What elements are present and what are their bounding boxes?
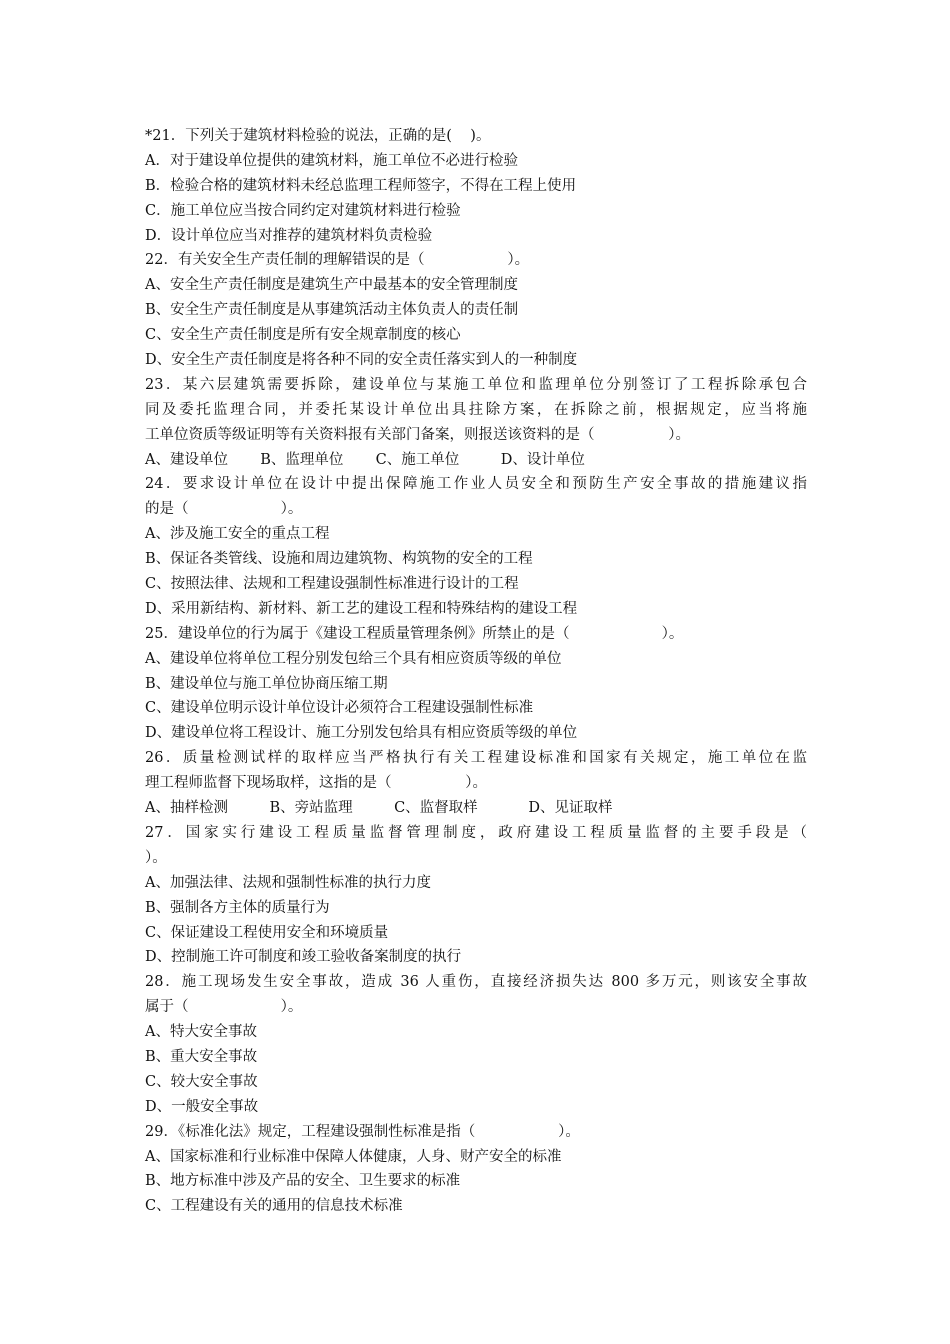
- text-line: B．检验合格的建筑材料未经总监理工程师签字，不得在工程上使用: [145, 177, 577, 194]
- text-line: 26．质量检测试样的取样应当严格执行有关工程建设标准和国家有关规定，施工单位在监: [145, 750, 807, 767]
- text-line: A、涉及施工安全的重点工程: [145, 526, 330, 543]
- text-line: D、安全生产责任制度是将各种不同的安全责任落实到人的一种制度: [145, 352, 578, 369]
- text-line: 27．国家实行建设工程质量监督管理制度，政府建设工程质量监督的主要手段是（: [145, 824, 807, 841]
- text-line: D、控制施工许可制度和竣工验收备案制度的执行: [145, 949, 462, 966]
- question-text-block: [145, 124, 807, 1219]
- text-line: 28．施工现场发生安全事故，造成 36 人重伤，直接经济损失达 800 多万元，则该安全事故: [145, 974, 807, 991]
- text-line: D、采用新结构、新材料、新工艺的建设工程和特殊结构的建设工程: [145, 600, 578, 617]
- text-line: C、建设单位明示设计单位设计必须符合工程建设强制性标准: [145, 700, 534, 717]
- text-line: B、保证各类管线、设施和周边建筑物、构筑物的安全的工程: [145, 551, 533, 568]
- text-line: B、建设单位与施工单位协商压缩工期: [145, 675, 388, 692]
- text-line: A、建设单位 B、监理单位 C、施工单位 D、设计单位: [145, 451, 585, 468]
- text-line: 理工程师监督下现场取样，这指的是（ ）。: [145, 775, 487, 792]
- text-line: B、重大安全事故: [145, 1048, 258, 1065]
- text-line: A、加强法律、法规和强制性标准的执行力度: [145, 874, 431, 891]
- text-line: D、一般安全事故: [145, 1098, 259, 1115]
- text-line: A．对于建设单位提供的建筑材料，施工单位不必进行检验: [145, 152, 518, 169]
- text-line: B、安全生产责任制度是从事建筑活动主体负责人的责任制: [145, 302, 519, 319]
- text-line: C．施工单位应当按合同约定对建筑材料进行检验: [145, 202, 461, 219]
- text-line: 24．要求设计单位在设计中提出保障施工作业人员安全和预防生产安全事故的措施建议指: [145, 476, 807, 493]
- text-line: A、抽样检测 B、旁站监理 C、监督取样 D、见证取样: [145, 800, 613, 817]
- text-line: A、国家标准和行业标准中保障人体健康，人身、财产安全的标准: [145, 1148, 562, 1165]
- text-line: B、强制各方主体的质量行为: [145, 899, 330, 916]
- text-line: 23．某六层建筑需要拆除，建设单位与某施工单位和监理单位分别签订了工程拆除承包合: [145, 376, 807, 393]
- text-line: C、按照法律、法规和工程建设强制性标准进行设计的工程: [145, 576, 519, 593]
- text-line: 同及委托监理合同，并委托某设计单位出具拄除方案，在拆除之前，根据规定，应当将施: [145, 401, 807, 418]
- text-line: 22．有关安全生产责任制的理解错误的是（ ）。: [145, 252, 530, 269]
- text-line: 工单位资质等级证明等有关资料报有关部门备案，则报送该资料的是（ ）。: [145, 426, 690, 443]
- text-line: *21．下列关于建筑材料检验的说法，正确的是( )。: [145, 128, 491, 144]
- text-line: A、建设单位将单位工程分别发包给三个具有相应资质等级的单位: [145, 650, 562, 667]
- text-line: D、建设单位将工程设计、施工分别发包给具有相应资质等级的单位: [145, 725, 578, 742]
- text-line: 的是（ ）。: [145, 501, 303, 518]
- text-line: ）。: [145, 849, 167, 866]
- text-line: A、特大安全事故: [145, 1024, 257, 1041]
- text-line: 属于（ ）。: [145, 999, 303, 1016]
- text-line: C、保证建设工程使用安全和环境质量: [145, 924, 389, 941]
- text-line: 29．《标准化法》规定，工程建设强制性标准是指（ ）。: [145, 1123, 580, 1140]
- text-line: C、较大安全事故: [145, 1073, 258, 1090]
- text-line: A、安全生产责任制度是建筑生产中最基本的安全管理制度: [145, 277, 518, 294]
- text-line: D．设计单位应当对推荐的建筑材料负责检验: [145, 227, 433, 244]
- text-line: 25．建设单位的行为属于《建设工程质量管理条例》所禁止的是（ ）。: [145, 625, 684, 642]
- text-line: C、安全生产责任制度是所有安全规章制度的核心: [145, 327, 461, 344]
- text-line: C、工程建设有关的通用的信息技术标准: [145, 1198, 403, 1215]
- text-line: B、地方标准中涉及产品的安全、卫生要求的标准: [145, 1173, 461, 1190]
